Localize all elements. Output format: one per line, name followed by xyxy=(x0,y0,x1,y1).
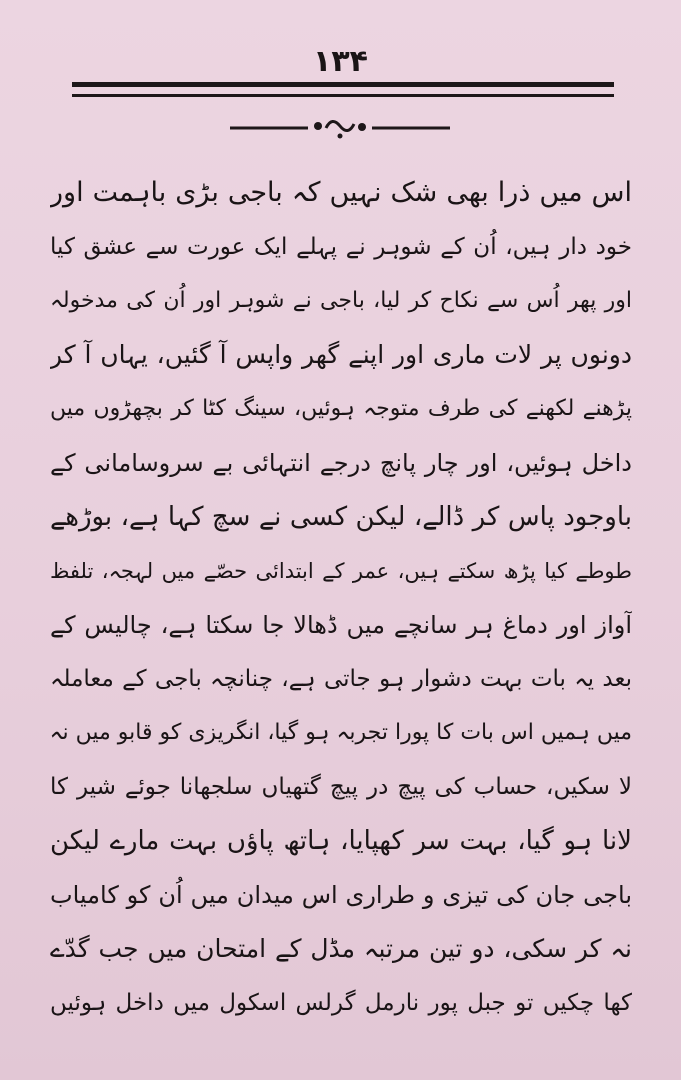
text-line: باوجود پاس کر ڈالے، لیکن کسی نے سچ کہا ہے، بوڑھے xyxy=(50,502,632,532)
text-line: بعد یہ بات بہت دشوار ہو جاتی ہے، چنانچہ باجی کے معاملہ xyxy=(50,666,632,692)
body-text xyxy=(50,166,632,1030)
text-line: لانا ہو گیا، بہت سر کھپایا، ہاتھ پاؤں بہت مارے لیکن xyxy=(50,826,632,856)
text-line: کھا چکیں تو جبل پور نارمل گرلس اسکول میں داخل ہوئیں xyxy=(50,990,632,1016)
ornament-divider xyxy=(230,112,450,142)
text-line: اس میں ذرا بھی شک نہیں کہ باجی بڑی باہمت اور xyxy=(50,177,632,208)
page-number: ۱۳۴ xyxy=(313,44,368,79)
header-rule-thick xyxy=(72,82,614,87)
text-line: اور پھر اُس سے نکاح کر لیا، باجی نے شوہر اور اُن کی مدخولہ xyxy=(50,288,632,313)
text-line: دونوں پر لات ماری اور اپنے گھر واپس آ گئیں، یہاں آ کر xyxy=(50,340,632,369)
text-line: آواز اور دماغ ہر سانچے میں ڈھالا جا سکتا ہے، چالیس کے xyxy=(50,611,632,639)
text-line: طوطے کیا پڑھ سکتے ہیں، عمر کے ابتدائی حصّے میں لہجہ، تلفظ xyxy=(50,559,632,583)
header-rule-thin xyxy=(72,94,614,97)
text-line: داخل ہوئیں، اور چار پانچ درجے انتہائی بے سروسامانی کے xyxy=(50,449,632,477)
text-line: پڑھنے لکھنے کی طرف متوجہ ہوئیں، سینگ کٹا کر بچھڑوں میں xyxy=(50,396,632,421)
text-line: میں ہمیں اس بات کا پورا تجربہ ہو گیا، انگریزی کو قابو میں نہ xyxy=(50,720,632,745)
text-line: لا سکیں، حساب کی پیچ در پیچ گتھیاں سلجھانا جوئے شیر کا xyxy=(50,774,632,800)
text-line: خود دار ہیں، اُن کے شوہر نے پہلے ایک عورت سے عشق کیا xyxy=(50,234,632,260)
text-line: باجی جان کی تیزی و طراری اس میدان میں اُن کو کامیاب xyxy=(50,881,632,909)
text-line: نہ کر سکی، دو تین مرتبہ مڈل کے امتحان میں جب گدّے xyxy=(50,934,632,963)
